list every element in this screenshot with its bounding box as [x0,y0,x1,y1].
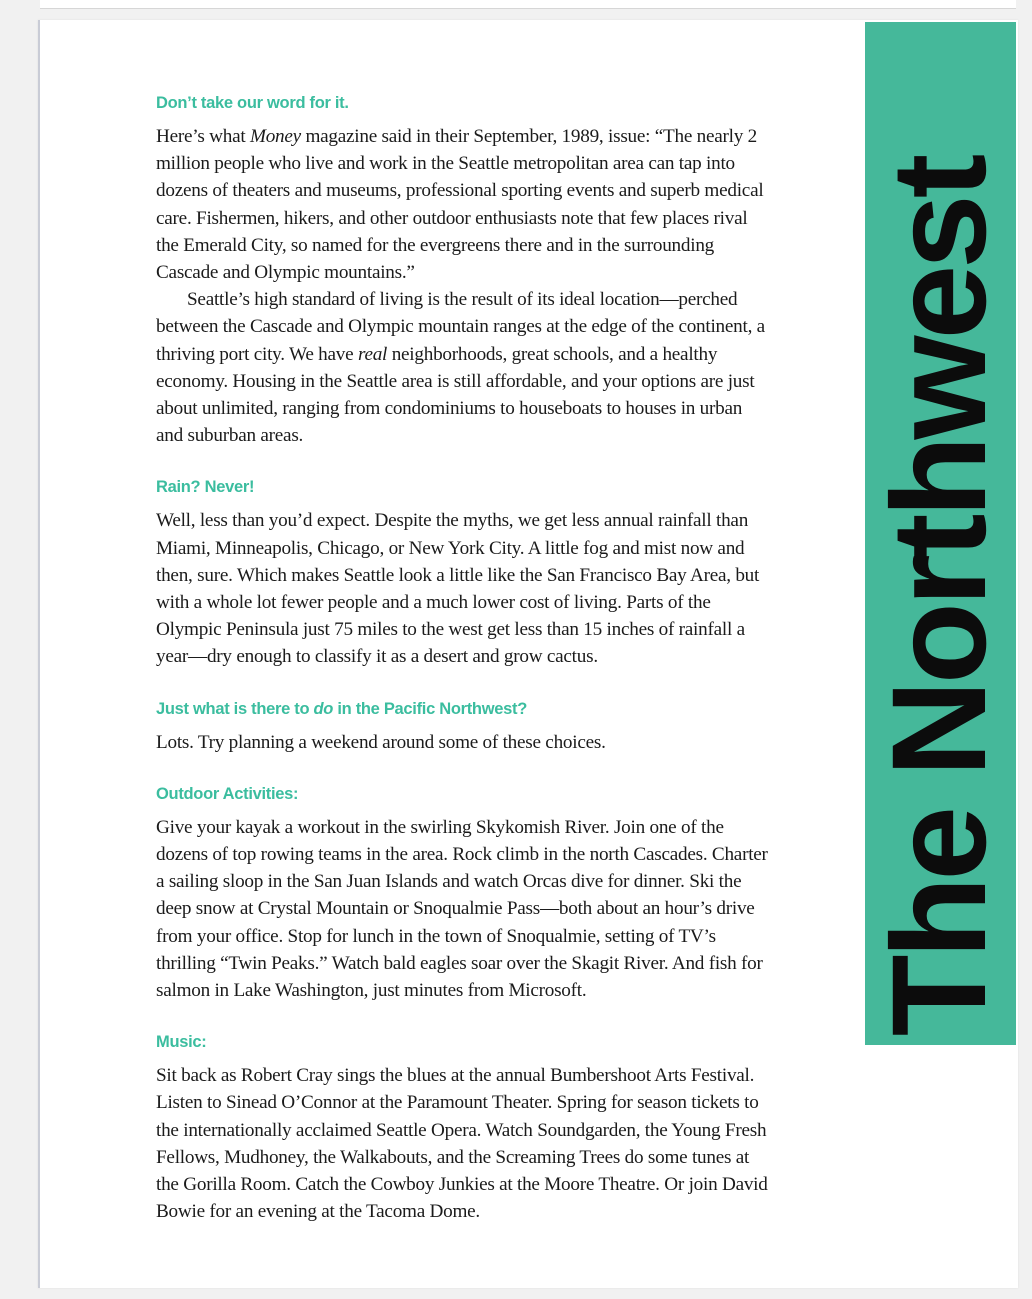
heading-what-to-do: Just what is there to do in the Pacific Northwest? [156,699,527,718]
article-body [156,92,768,1226]
paragraph-outdoor-activities: Give your kayak a workout in the swirling Skykomish River. Join one of the dozens of top rowing teams in the area. Rock climb in the north Cascades. Charter a sailing sloop in the San Juan Islands and watch Orcas dive for dinner. Ski the deep snow at Crystal Mountain or Snoqualmie Pass—both about an hour’s drive from your office. Stop for lunch in the town of Snoqualmie, setting of TV’s thrilling “Twin Peaks.” Watch bald eagles soar over the Skagit River. And fish for salmon in Lake Washington, just minutes from Microsoft. [156,816,768,1002]
money-magazine-title: Money [249,126,301,147]
previous-page-edge [40,0,1016,9]
paragraph-music: Sit back as Robert Cray sings the blues at the annual Bumbershoot Arts Festival. Listen to Sinead O’Connor at the Paramount Theater. Spring for season tickets to the internationally acclaimed Seattle Opera. Watch Soundgarden, the Young Fresh Fellows, Mudhoney, the Walkabouts, and the Screaming Trees do some tunes at the Gorilla Room. Catch the Cowboy Junkies at the Moore Theatre. Or join David Bowie for an evening at the Tacoma Dome. [156,1065,768,1223]
emphasis-do: do [313,699,334,718]
document-page [38,20,1018,1288]
paragraph-rainfall: Well, less than you’d expect. Despite the myths, we get less annual rainfall than Miami, Minneapolis, Chicago, or New York City. A little fog and mist now and then, sure. Which makes Seattle look a little like the San Francisco Bay Area, but with a whole lot fewer people and a much lower cost of living. Parts of the Olympic Peninsula just 75 miles to the west get less than 15 inches of rainfall a year—dry enough to classify it as a desert and grow cactus. [156,510,760,668]
paragraph-standard-of-living: Seattle’s high standard of living is the result of its ideal location—perched between the Cascade and Olympic mountain ranges at the edge of the continent, a thriving port city. We have real neighborhoods, great schools, and a healthy economy. Housing in the Seattle area is still affordable, and your options are just about unlimited, ranging from condominiums to houseboats to houses in urban and suburban areas. [156,289,765,447]
paragraph-money-magazine-quote: Here’s what Money magazine said in their September, 1989, issue: “The nearly 2 million people who live and work in the Seattle metropolitan area can tap into dozens of theaters and museums, professional sporting events and superb medical care. Fishermen, hikers, and other outdoor enthusiasts note that few places rival the Emerald City, so named for the evergreens there and in the surrounding Cascade and Olympic mountains.” [156,126,764,284]
heading-rain-never: Rain? Never! [156,478,255,497]
paragraph-lots: Lots. Try planning a weekend around some of these choices. [156,731,606,753]
side-title-band [865,22,1016,1045]
emphasis-real: real [357,343,388,365]
side-title: The Northwest [865,157,1014,1037]
heading-outdoor-activities: Outdoor Activities: [156,784,299,803]
heading-music: Music: [156,1033,207,1052]
heading-dont-take-our-word: Don’t take our word for it. [156,94,349,112]
